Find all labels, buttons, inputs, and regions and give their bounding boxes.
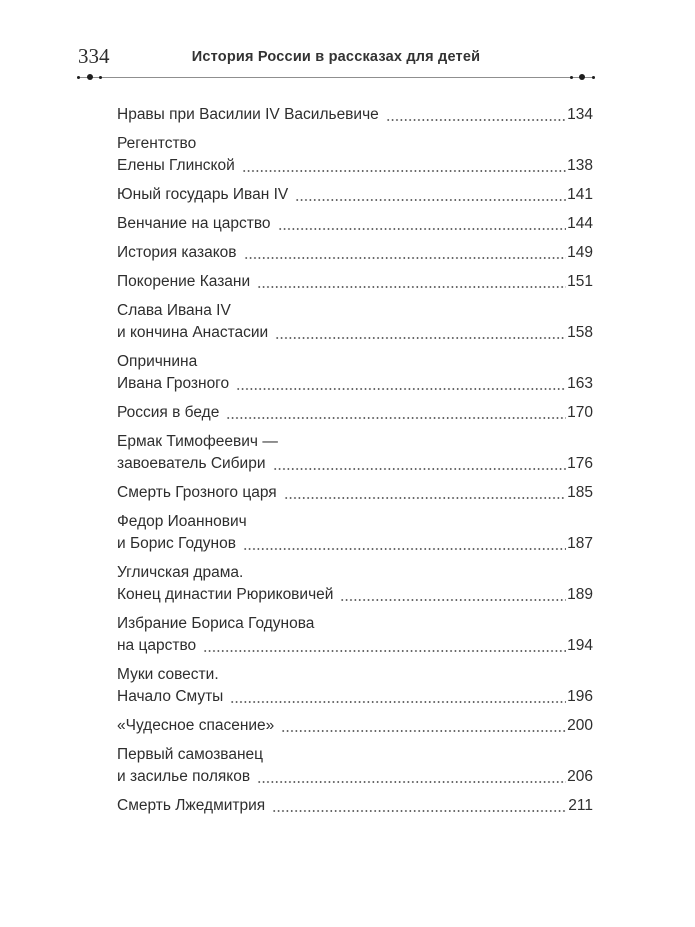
toc-entry-line — [117, 133, 593, 155]
toc-entry-title: История казаков — [117, 244, 237, 261]
toc-entry-line — [117, 584, 593, 606]
toc-entry-page-number: 200 — [567, 717, 593, 734]
toc-entry-page-number: 206 — [567, 768, 593, 785]
toc-entry — [117, 744, 593, 788]
toc-entry-line — [117, 453, 593, 475]
toc-entry — [117, 562, 593, 606]
toc-entry-page-number: 149 — [567, 244, 593, 261]
dot-leader — [257, 271, 566, 293]
dot-leader — [281, 715, 566, 737]
toc-entry — [117, 431, 593, 475]
header-rule — [77, 73, 595, 81]
toc-entry-line — [117, 744, 593, 766]
toc-entry-title: Первый самозванец — [117, 746, 264, 763]
toc-entry-page-number: 158 — [567, 324, 593, 341]
rule-dot-icon — [99, 76, 102, 79]
dot-leader — [386, 104, 566, 126]
toc-entry-page-number: 211 — [568, 797, 593, 814]
dot-leader — [242, 155, 566, 177]
dot-leader — [236, 373, 566, 395]
toc-entry-title: Смерть Грозного царя — [117, 484, 277, 501]
toc-entry — [117, 351, 593, 395]
toc-entry-line — [117, 431, 593, 453]
toc-entry-title: Смерть Лжедмитрия — [117, 797, 266, 814]
toc-entry-line — [117, 795, 593, 817]
toc-entry-line — [117, 686, 593, 708]
toc-entry-line — [117, 300, 593, 322]
toc-entry-title: и засилье поляков — [117, 768, 251, 785]
dot-leader — [295, 184, 566, 206]
toc-entry-title: Федор Иоаннович — [117, 513, 247, 530]
toc-entry-title: Ермак Тимофеевич — — [117, 433, 278, 450]
toc-entry-page-number: 194 — [567, 637, 593, 654]
rule-dot-icon — [77, 76, 80, 79]
toc-entry-title: Покорение Казани — [117, 273, 251, 290]
toc-entry-line — [117, 482, 593, 504]
toc-entry-line — [117, 613, 593, 635]
toc-entry-line — [117, 402, 593, 424]
toc-entry-page-number: 170 — [567, 404, 593, 421]
toc-entry-title: на царство — [117, 637, 197, 654]
toc-entry — [117, 184, 593, 206]
dot-leader — [275, 322, 566, 344]
toc-entry-title: Регентство — [117, 135, 197, 152]
toc-entry-page-number: 151 — [567, 273, 593, 290]
page-header — [77, 0, 595, 81]
toc-entry-title: Начало Смуты — [117, 688, 224, 705]
rule-dot-icon — [579, 74, 585, 80]
toc-entry-line — [117, 533, 593, 555]
running-title: История России в рассказах для детей — [191, 49, 481, 65]
toc-entry-title: завоеватель Сибири — [117, 455, 266, 472]
toc-entry — [117, 242, 593, 264]
toc-entry-page-number: 134 — [567, 106, 593, 123]
toc-entry-line — [117, 664, 593, 686]
dot-leader — [340, 584, 566, 606]
toc-entry-title: Елены Глинской — [117, 157, 235, 174]
toc-entry — [117, 482, 593, 504]
dot-leader — [284, 482, 566, 504]
page-number: 334 — [78, 44, 110, 68]
dot-leader — [257, 766, 566, 788]
toc-entry — [117, 300, 593, 344]
toc-entry-page-number: 189 — [567, 586, 593, 603]
toc-entry-line — [117, 766, 593, 788]
toc-entry-title: Опричнина — [117, 353, 198, 370]
rule-dot-icon — [87, 74, 93, 80]
toc-entry — [117, 795, 593, 817]
toc-entry-line — [117, 715, 593, 737]
toc-entry-line — [117, 511, 593, 533]
toc-entry-line — [117, 271, 593, 293]
toc-entry-title: Юный государь Иван IV — [117, 186, 289, 203]
toc-entry-title: «Чудесное спасение» — [117, 717, 275, 734]
toc-entry — [117, 402, 593, 424]
toc-entry-title: Избрание Бориса Годунова — [117, 615, 315, 632]
table-of-contents — [117, 104, 593, 824]
toc-entry-page-number: 176 — [567, 455, 593, 472]
dot-leader — [244, 242, 567, 264]
toc-entry-page-number: 196 — [567, 688, 593, 705]
toc-entry-title: Венчание на царство — [117, 215, 271, 232]
toc-entry-title: Муки совести. — [117, 666, 219, 683]
toc-entry-line — [117, 322, 593, 344]
header-top-row — [77, 0, 595, 67]
toc-entry-line — [117, 184, 593, 206]
toc-entry-title: Слава Ивана IV — [117, 302, 231, 319]
toc-entry-page-number: 144 — [567, 215, 593, 232]
toc-entry-page-number: 163 — [567, 375, 593, 392]
dot-leader — [278, 213, 567, 235]
toc-entry — [117, 613, 593, 657]
toc-entry-line — [117, 104, 593, 126]
rule-dot-icon — [592, 76, 595, 79]
toc-entry-title: Россия в беде — [117, 404, 220, 421]
dot-leader — [230, 686, 566, 708]
dot-leader — [272, 795, 567, 817]
toc-entry — [117, 213, 593, 235]
toc-entry — [117, 715, 593, 737]
toc-entry-title: Нравы при Василии IV Васильевиче — [117, 106, 379, 123]
toc-entry-page-number: 185 — [567, 484, 593, 501]
toc-entry-line — [117, 213, 593, 235]
toc-entry-page-number: 141 — [567, 186, 593, 203]
toc-entry-title: Ивана Грозного — [117, 375, 230, 392]
toc-entry-line — [117, 562, 593, 584]
toc-entry-title: Угличская драма. — [117, 564, 244, 581]
toc-entry-line — [117, 242, 593, 264]
toc-entry — [117, 271, 593, 293]
dot-leader — [203, 635, 566, 657]
toc-entry-line — [117, 635, 593, 657]
header-rule-line — [79, 77, 593, 78]
toc-entry-line — [117, 351, 593, 373]
toc-entry — [117, 133, 593, 177]
dot-leader — [273, 453, 567, 475]
toc-entry — [117, 664, 593, 708]
toc-entry-page-number: 187 — [567, 535, 593, 552]
dot-leader — [226, 402, 566, 424]
toc-entry-line — [117, 155, 593, 177]
toc-entry-page-number: 138 — [567, 157, 593, 174]
toc-entry — [117, 511, 593, 555]
toc-entry — [117, 104, 593, 126]
toc-entry-title: и кончина Анастасии — [117, 324, 269, 341]
toc-entry-title: Конец династии Рюриковичей — [117, 586, 334, 603]
rule-dot-icon — [570, 76, 573, 79]
toc-entry-title: и Борис Годунов — [117, 535, 236, 552]
dot-leader — [243, 533, 566, 555]
toc-entry-line — [117, 373, 593, 395]
